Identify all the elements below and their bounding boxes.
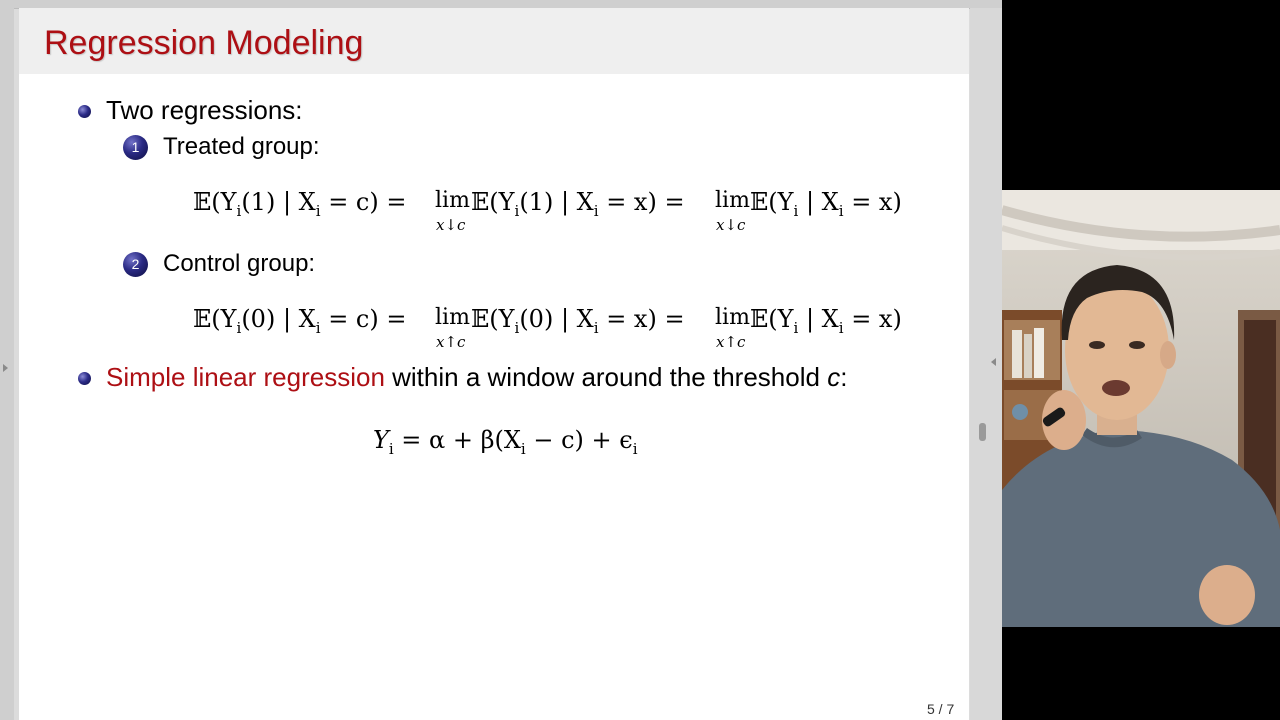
numbered-bullet-2: 2 (123, 252, 148, 277)
treated-equation-middle: $𝔼(Y_i(1)$ | $X_i = x$) = (471, 188, 685, 220)
limit-subscript: x↑c (436, 333, 466, 351)
triangle-left-icon[interactable] (991, 358, 996, 366)
numbered-bullet-1: 1 (123, 135, 148, 160)
bullet-icon (78, 105, 91, 118)
presenter-video-image (1002, 190, 1280, 627)
treated-equation-right: $𝔼(Y_i$ | $X_i = x$) (750, 188, 902, 220)
left-sidebar-toggle[interactable] (0, 8, 14, 720)
triangle-right-icon (3, 364, 8, 372)
limit-subscript: x↑c (716, 333, 746, 351)
page-number: 5 / 7 (927, 701, 955, 717)
limit-operator: lim (715, 188, 750, 213)
limit-operator: lim (435, 305, 470, 330)
highlight-text: Simple linear regression (106, 362, 385, 392)
slide-title: Regression Modeling (44, 24, 364, 62)
vertical-scrollbar[interactable] (970, 8, 1002, 720)
limit-operator: lim (715, 305, 750, 330)
control-group-label: Control group: (163, 250, 316, 277)
limit-subscript: x↓c (436, 216, 466, 234)
limit-subscript: x↓c (716, 216, 746, 234)
limit-operator: lim (435, 188, 470, 213)
control-equation-middle: $𝔼(Y_i(0)$ | $X_i = x$) = (471, 305, 685, 337)
treated-group-label: Treated group: (163, 133, 320, 160)
slide-page (19, 8, 969, 720)
bullet-icon (78, 372, 91, 385)
treated-equation: $𝔼(Y_i(1)$ | $X_i = c$) = (193, 188, 407, 220)
bullet-text-linear-regression: Simple linear regression within a window around the threshold c: (106, 362, 848, 392)
scrollbar-thumb[interactable] (979, 423, 986, 441)
webcam-video (1002, 190, 1280, 627)
control-equation: $𝔼(Y_i(0)$ | $X_i = c$) = (193, 305, 407, 337)
control-equation-right: $𝔼(Y_i$ | $X_i = x$) (750, 305, 902, 337)
bullet-text-two-regressions: Two regressions: (106, 95, 303, 125)
linear-model-equation: $Y_i = \alpha + \beta(X_i - c) + \epsilon_i$ (373, 426, 638, 458)
